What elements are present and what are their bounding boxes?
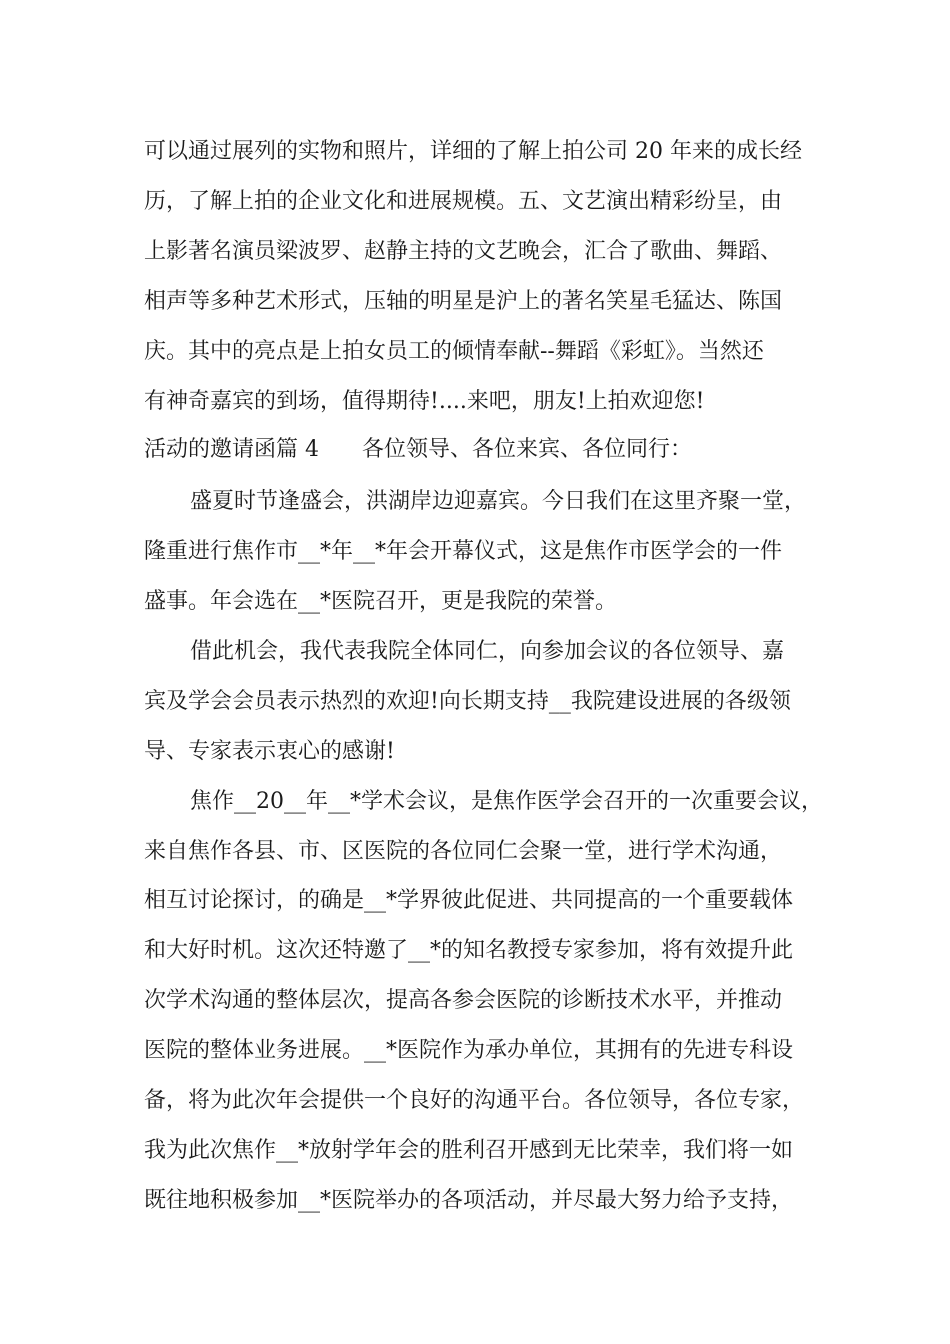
text-line: 隆重进行焦作市__*年__*年会开幕仪式，这是焦作市医学会的一件 [144, 539, 783, 564]
text-line: 医院的整体业务进展。__*医院作为承办单位，其拥有的先进专科设 [144, 1038, 794, 1063]
text-line: 历，了解上拍的企业文化和进展规模。五、文艺演出精彩纷呈，由 [144, 189, 783, 214]
text-line: 焦作__20__年__*学术会议，是焦作医学会召开的一次重要会议， [190, 789, 823, 814]
text-line: 相互讨论探讨，的确是__*学界彼此促进、共同提高的一个重要载体 [144, 888, 794, 913]
text-line: 导、专家表示衷心的感谢! [144, 739, 395, 764]
text-line: 相声等多种艺术形式，压轴的明星是沪上的著名笑星毛猛达、陈国 [144, 289, 783, 314]
text-line: 次学术沟通的整体层次，提高各参会医院的诊断技术水平，并推动 [144, 988, 783, 1013]
text-line: 庆。其中的亮点是上拍女员工的倾情奉献--舞蹈《彩虹》。当然还 [144, 339, 764, 364]
text-line: 有神奇嘉宾的到场，值得期待!....来吧，朋友!上拍欢迎您! [144, 389, 705, 414]
text-line: 我为此次焦作__*放射学年会的胜利召开感到无比荣幸，我们将一如 [144, 1138, 794, 1163]
text-line: 来自焦作各县、市、区医院的各位同仁会聚一堂，进行学术沟通， [144, 839, 783, 864]
text-line: 既往地积极参加__*医院举办的各项活动，并尽最大努力给予支持， [144, 1188, 794, 1213]
text-line: 宾及学会会员表示热烈的欢迎!向长期支持__我院建设进展的各级领 [144, 689, 791, 714]
text-line: 上影著名演员梁波罗、赵静主持的文艺晚会，汇合了歌曲、舞蹈、 [144, 239, 783, 264]
salutation: 各位领导、各位来宾、各位同行： [362, 437, 693, 462]
section-title: 活动的邀请函篇 4 [144, 437, 319, 462]
text-line: 盛夏时节逢盛会，洪湖岸边迎嘉宾。今日我们在这里齐聚一堂， [190, 489, 807, 514]
text-line: 借此机会，我代表我院全体同仁，向参加会议的各位领导、嘉 [190, 639, 785, 664]
text-line: 可以通过展列的实物和照片，详细的了解上拍公司 20 年来的成长经 [144, 139, 802, 164]
text-line: 备，将为此次年会提供一个良好的沟通平台。各位领导，各位专家， [144, 1088, 805, 1113]
text-line: 和大好时机。这次还特邀了__*的知名教授专家参加，将有效提升此 [144, 938, 794, 963]
text-line: 盛事。年会选在__*医院召开，更是我院的荣誉。 [144, 589, 618, 614]
